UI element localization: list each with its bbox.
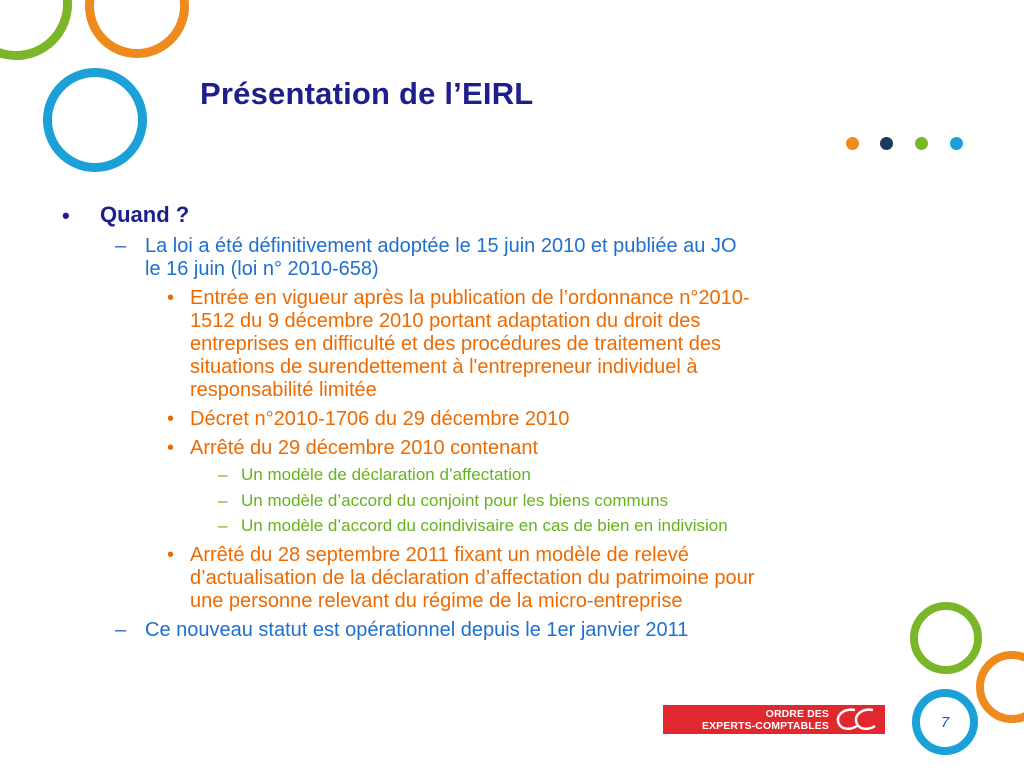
model-item-1: Un modèle de déclaration d’affectation — [241, 465, 531, 484]
order-line: Arrêté du 29 décembre 2010 contenant — [190, 437, 539, 459]
law-line-2: le 16 juin (loi n° 2010-658) — [145, 258, 379, 280]
page-number: 7 — [940, 713, 950, 731]
law-line-1: La loi a été définitivement adoptée le 15 juin 2010 et publiée au JO — [145, 235, 737, 257]
model-item-2: Un modèle d’accord du conjoint pour les biens communs — [241, 491, 669, 510]
slide-title: Présentation de l’EIRL — [200, 76, 534, 111]
experts-comptables-logo — [663, 705, 885, 734]
logo-cc-icon — [833, 706, 881, 733]
dash-icon: – — [218, 516, 228, 535]
entry-force-line-2: 1512 du 9 décembre 2010 portant adaptation du droit des — [190, 310, 701, 332]
entry-force-line-1: Entrée en vigueur après la publication de l’ordonnance n°2010- — [190, 287, 750, 309]
dash-icon: – — [218, 491, 228, 510]
entry-force-line-4: situations de surendettement à l'entrepreneur individuel à — [190, 356, 698, 378]
order-2011-line-1: Arrêté du 28 septembre 2011 fixant un modèle de relevé — [190, 544, 689, 566]
status-line: Ce nouveau statut est opérationnel depuis le 1er janvier 2011 — [145, 619, 689, 641]
bullet-icon: • — [167, 287, 175, 309]
bullet-icon: • — [167, 408, 175, 430]
dash-icon: – — [115, 619, 127, 641]
entry-force-line-5: responsabilité limitée — [190, 379, 377, 401]
heading-quand: Quand ? — [100, 202, 190, 227]
model-item-3: Un modèle d’accord du coindivisaire en cas de bien en indivision — [241, 516, 728, 535]
bullet-icon: • — [62, 203, 70, 228]
dash-icon: – — [218, 465, 228, 484]
bullet-icon: • — [167, 437, 175, 459]
entry-force-line-3: entreprises en difficulté et des procédures de traitement des — [190, 333, 722, 355]
order-2011-line-2: d’actualisation de la déclaration d’affectation du patrimoine pour — [190, 567, 755, 589]
logo-line-2: EXPERTS-COMPTABLES — [701, 720, 829, 732]
decree-line: Décret n°2010-1706 du 29 décembre 2010 — [190, 408, 570, 430]
order-2011-line-3: une personne relevant du régime de la micro-entreprise — [190, 590, 683, 612]
dash-icon: – — [115, 235, 127, 257]
page-number-badge — [912, 689, 978, 755]
logo-line-1: ORDRE DES — [765, 708, 829, 720]
bullet-icon: • — [167, 544, 175, 566]
logo-text — [669, 708, 829, 732]
